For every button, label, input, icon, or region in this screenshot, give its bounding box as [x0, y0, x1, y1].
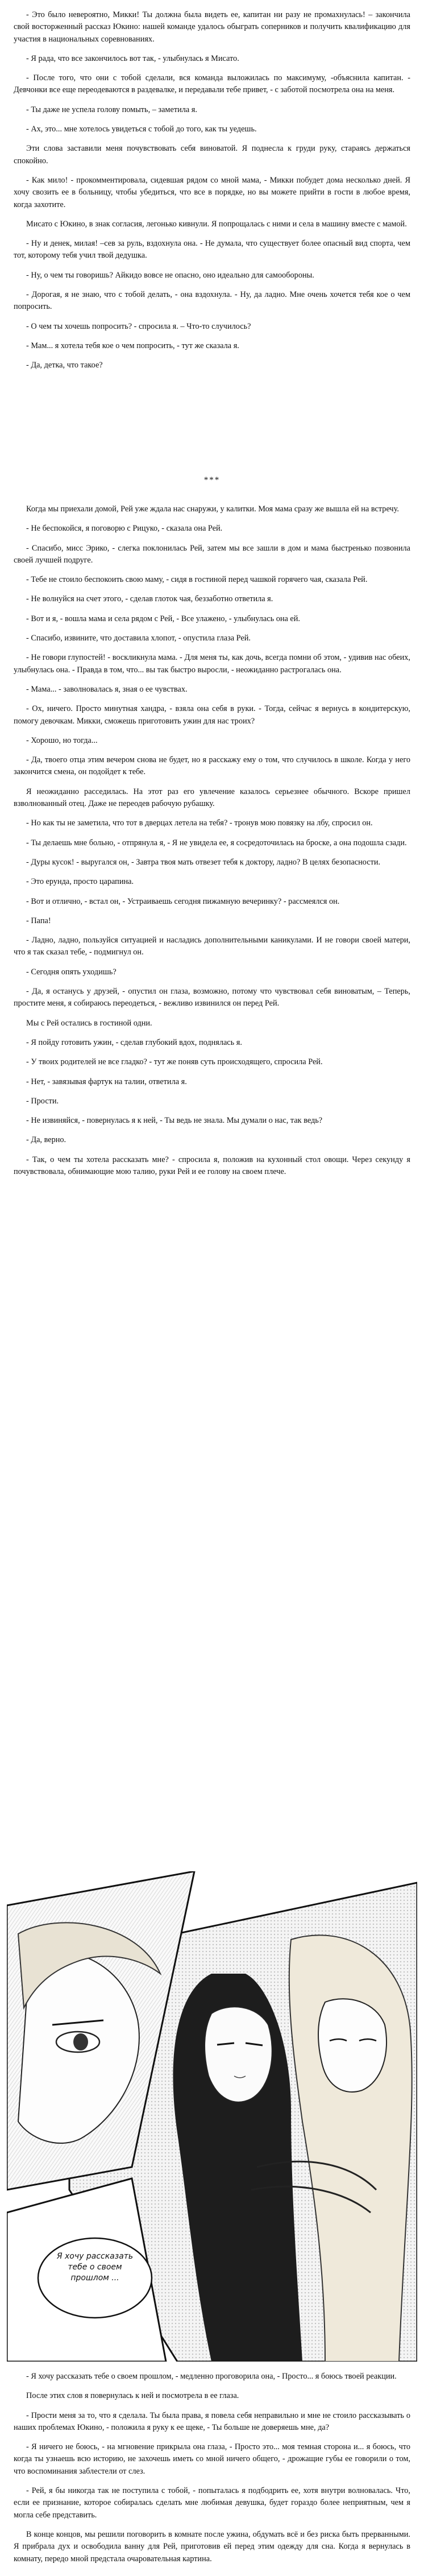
story-paragraph: - Ты даже не успела голову помыть, – заметила я. — [26, 105, 197, 114]
story-paragraph: - Спасибо, мисс Эрико, - слегка поклонилась Рей, затем мы все зашли в дом и мама быстренько позвонила своей лучшей подруге. — [14, 543, 410, 565]
story-paragraph: - Но как ты не заметила, что тот в дверцах летела на тебя? - тронув мою повязку на лбу, спросил он. — [26, 818, 373, 828]
story-paragraph: - Ох, ничего. Просто минутная хандра, - взяла она себя в руки. - Тогда, сейчас я вернусь в кондитерскую, помогу девочкам. Микки, сможешь приготовить ужин для нас троих? — [14, 704, 410, 726]
story-paragraph: - Вот и я, - вошла мама и села рядом с Рей, - Все улажено, - улыбнулась она ей. — [26, 614, 300, 623]
story-paragraph: - Хорошо, но тогда... — [26, 735, 98, 745]
story-paragraph: - Так, о чем ты хотела рассказать мне? - спросила я, положив на кухонный стол овощи. Через секунду я почувствовала, обнимающие мою талию, руки Рей и ее голову на своем плече. — [14, 1155, 410, 1176]
story-paragraph: - Не волнуйся на счет этого, - сделав глоток чая, беззаботно ответила я. — [26, 594, 273, 604]
story-paragraph: - Это ерунда, просто царапина. — [26, 877, 134, 887]
story-paragraph: - Сегодня опять уходишь? — [26, 967, 117, 977]
story-paragraph: - Рей, я бы никогда так не поступила с тобой, - попыталась я подбодрить ее, хотя внутри волновалась. Что, если ее признание, которое собиралась сделать мне любимая девушка, будет гораздо более неприятным, чем я могла себе представить. — [14, 2486, 410, 2520]
story-paragraph: - Тебе не стоило беспокоить свою маму, - сидя в гостиной перед чашкой горячего чая, сказала Рей. — [26, 575, 368, 585]
story-paragraph: Мы с Рей остались в гостиной одни. — [26, 1018, 152, 1028]
story-paragraph: - Я пойду готовить ужин, - сделав глубокий вдох, поднялась я. — [26, 1037, 242, 1047]
story-paragraph: Когда мы приехали домой, Рей уже ждала нас снаружи, у калитки. Моя мама сразу же вышла ей на встречу. — [26, 505, 399, 514]
story-paragraph: - Прости. — [26, 1096, 59, 1106]
story-paragraph: - Ну и денек, милая! –сев за руль, вздохнула она. - Не думала, что существует более опасный вид спорта, чем тот, которому тебя учил твой дедушка. — [14, 239, 410, 261]
story-paragraph: После этих слов я повернулась к ней и посмотрела в ее глаза. — [26, 2391, 239, 2401]
story-paragraph: - Ну, о чем ты говоришь? Айкидо вовсе не опасно, оно идеально для самообороны. — [26, 270, 314, 280]
story-paragraph: - Это было невероятно, Микки! Ты должна была видеть ее, капитан ни разу не промахнулась! – закончила свой восторженный рассказ Юкино: нашей команде удалось обыграть соперников и получить квалификацию для участия в национальных соревнованиях. — [14, 10, 410, 44]
story-paragraph: - Дорогая, я не знаю, что с тобой делать, - она вздохнула. - Ну, да ладно. Мне очень хочется тебя кое о чем попросить. — [14, 290, 410, 312]
story-paragraph: - У твоих родителей не все гладко? - тут же поняв суть происходящего, спросила Рей. — [26, 1057, 323, 1067]
story-paragraph: - Как мило! - прокомментировала, сидевшая рядом со мной мама, - Микки побудет дома несколько дней. Я хочу свозить ее в больницу, чтобы убедиться, что все в порядке, но вы можете прийти в гости в любое время, когда захотите. — [14, 175, 410, 209]
story-paragraph: - Да, детка, что такое? — [26, 361, 103, 370]
story-paragraph: - Спасибо, извините, что доставила хлопот, - опустила глаза Рей. — [26, 634, 251, 643]
story-paragraph: - После того, что они с тобой сделали, вся команда выложилась по максимуму, -объяснила капитан. - Девчонки все еще переодеваются в раздевалке, и передавали тебе привет, - с заботой посмотрела она на меня. — [14, 73, 410, 95]
text-section-1 — [14, 9, 410, 379]
speech-bubble-text: Я хочу рассказать тебе о своем прошлом ... — [56, 2252, 134, 2283]
story-paragraph: - Дуры кусок! - выругался он, - Завтра твоя мать отвезет тебя к доктору, ладно? В целях безопасности. — [26, 857, 381, 867]
text-section-2 — [14, 503, 410, 1185]
story-paragraph: - Я хочу рассказать тебе о своем прошлом, - медленно проговорила она, - Просто... я боюсь твоей реакции. — [26, 2372, 397, 2381]
story-paragraph: - Не беспокойся, я поговорю с Рицуко, - сказала она Рей. — [26, 524, 223, 534]
story-paragraph: Эти слова заставили меня почувствовать себя виноватой. Я поднесла к груди руку, стараясь держаться спокойно. — [14, 144, 410, 166]
story-paragraph: - Мам... я хотела тебя кое о чем попросить, - тут же сказала я. — [26, 341, 239, 350]
story-paragraph: - Я ничего не боюсь, - на мгновение прикрыла она глаза, - Просто это... моя темная сторона и... я боюсь, что когда ты узнаешь всю историю, не захочешь иметь со мной ничего общего, - дрожащие губы ее говорили о том, что воспоминания заблестели от слез. — [14, 2442, 410, 2476]
story-paragraph: - Я рада, что все закончилось вот так, - улыбнулась я Мисато. — [26, 53, 239, 63]
story-paragraph: Я неожиданно расседилась. На этот раз его увлечение казалось серьезнее обычного. Вскоре пришел взволнованный отец. Даже не переодев рабочую рубашку. — [14, 787, 410, 809]
story-paragraph: - Ладно, ладно, пользуйся ситуацией и насладись дополнительными каникулами. И не говори своей матери, что я так сказал тебе, - подмигнул он. — [14, 936, 410, 957]
story-paragraph: - Да, верно. — [26, 1135, 66, 1145]
story-paragraph: - Вот и отлично, - встал он, - Устраиваешь сегодня пижамную вечеринку? - рассмеялся он. — [26, 896, 340, 906]
story-paragraph: - Да, я останусь у друзей, - опустил он глаза, возможно, потому что чувствовал себя виноватым, – Теперь, простите меня, я собираюсь переодеться, - вежливо извинился он перед Рей. — [14, 987, 410, 1008]
story-paragraph: - Не говори глупостей! - воскликнула мама. - Для меня ты, как дочь, всегда помни об этом, - удивив нас обеих, улыбнулась она. - Правда в том, что... вы так быстро выросли, - неожиданно растрогалась она. — [14, 653, 410, 675]
story-paragraph: - Нет, - завязывая фартук на талии, ответила я. — [26, 1077, 187, 1086]
story-paragraph: - Прости меня за то, что я сделала. Ты была права, я повела себя неправильно и мне не стоило рассказывать о наших проблемах Юкино, - положила я руку к ее щеке, - Ты больше не доверяешь мне, да? — [14, 2410, 410, 2432]
story-paragraph: Мисато с Юкино, в знак согласия, легонько кивнули. Я попрощалась с ними и села в машину вместе с мамой. — [26, 219, 407, 229]
story-paragraph: - Папа! — [26, 916, 51, 925]
story-paragraph: - Ты делаешь мне больно, - отпрянула я, - Я не увидела ее, я сосредоточилась на броске, а она подошла сзади. — [26, 838, 407, 847]
story-paragraph: - Мама... - заволновалась я, зная о ее чувствах. — [26, 684, 188, 694]
story-paragraph: В конце концов, мы решили поговорить в комнате после ужина, обдумать всё и без риска быть прерванными. Я прибрала дух и освободила ванну для Рей, приготовив ей перед этим одежду для сна. Когда я вернулась в комнату, передо мной предстала очаровательная картина. — [14, 2529, 410, 2563]
story-paragraph: - Не извиняйся, - повернулась я к ней, - Ты ведь не знала. Мы думали о нас, так ведь? — [26, 1116, 323, 1126]
manga-panel-drawing — [7, 1871, 417, 2362]
story-paragraph: - Да, твоего отца этим вечером снова не будет, но я расскажу ему о том, что случилось в школе. Когда у него закончится смена, он подойдет к тебе. — [14, 755, 410, 777]
story-paragraph: - О чем ты хочешь попросить? - спросила я. – Что-то случилось? — [26, 321, 251, 331]
text-section-3 — [14, 2371, 410, 2573]
manga-illustration — [7, 1871, 417, 2362]
scene-separator: *** — [203, 475, 221, 485]
story-paragraph: - Ах, это... мне хотелось увидеться с тобой до того, как ты уедешь. — [26, 125, 257, 134]
